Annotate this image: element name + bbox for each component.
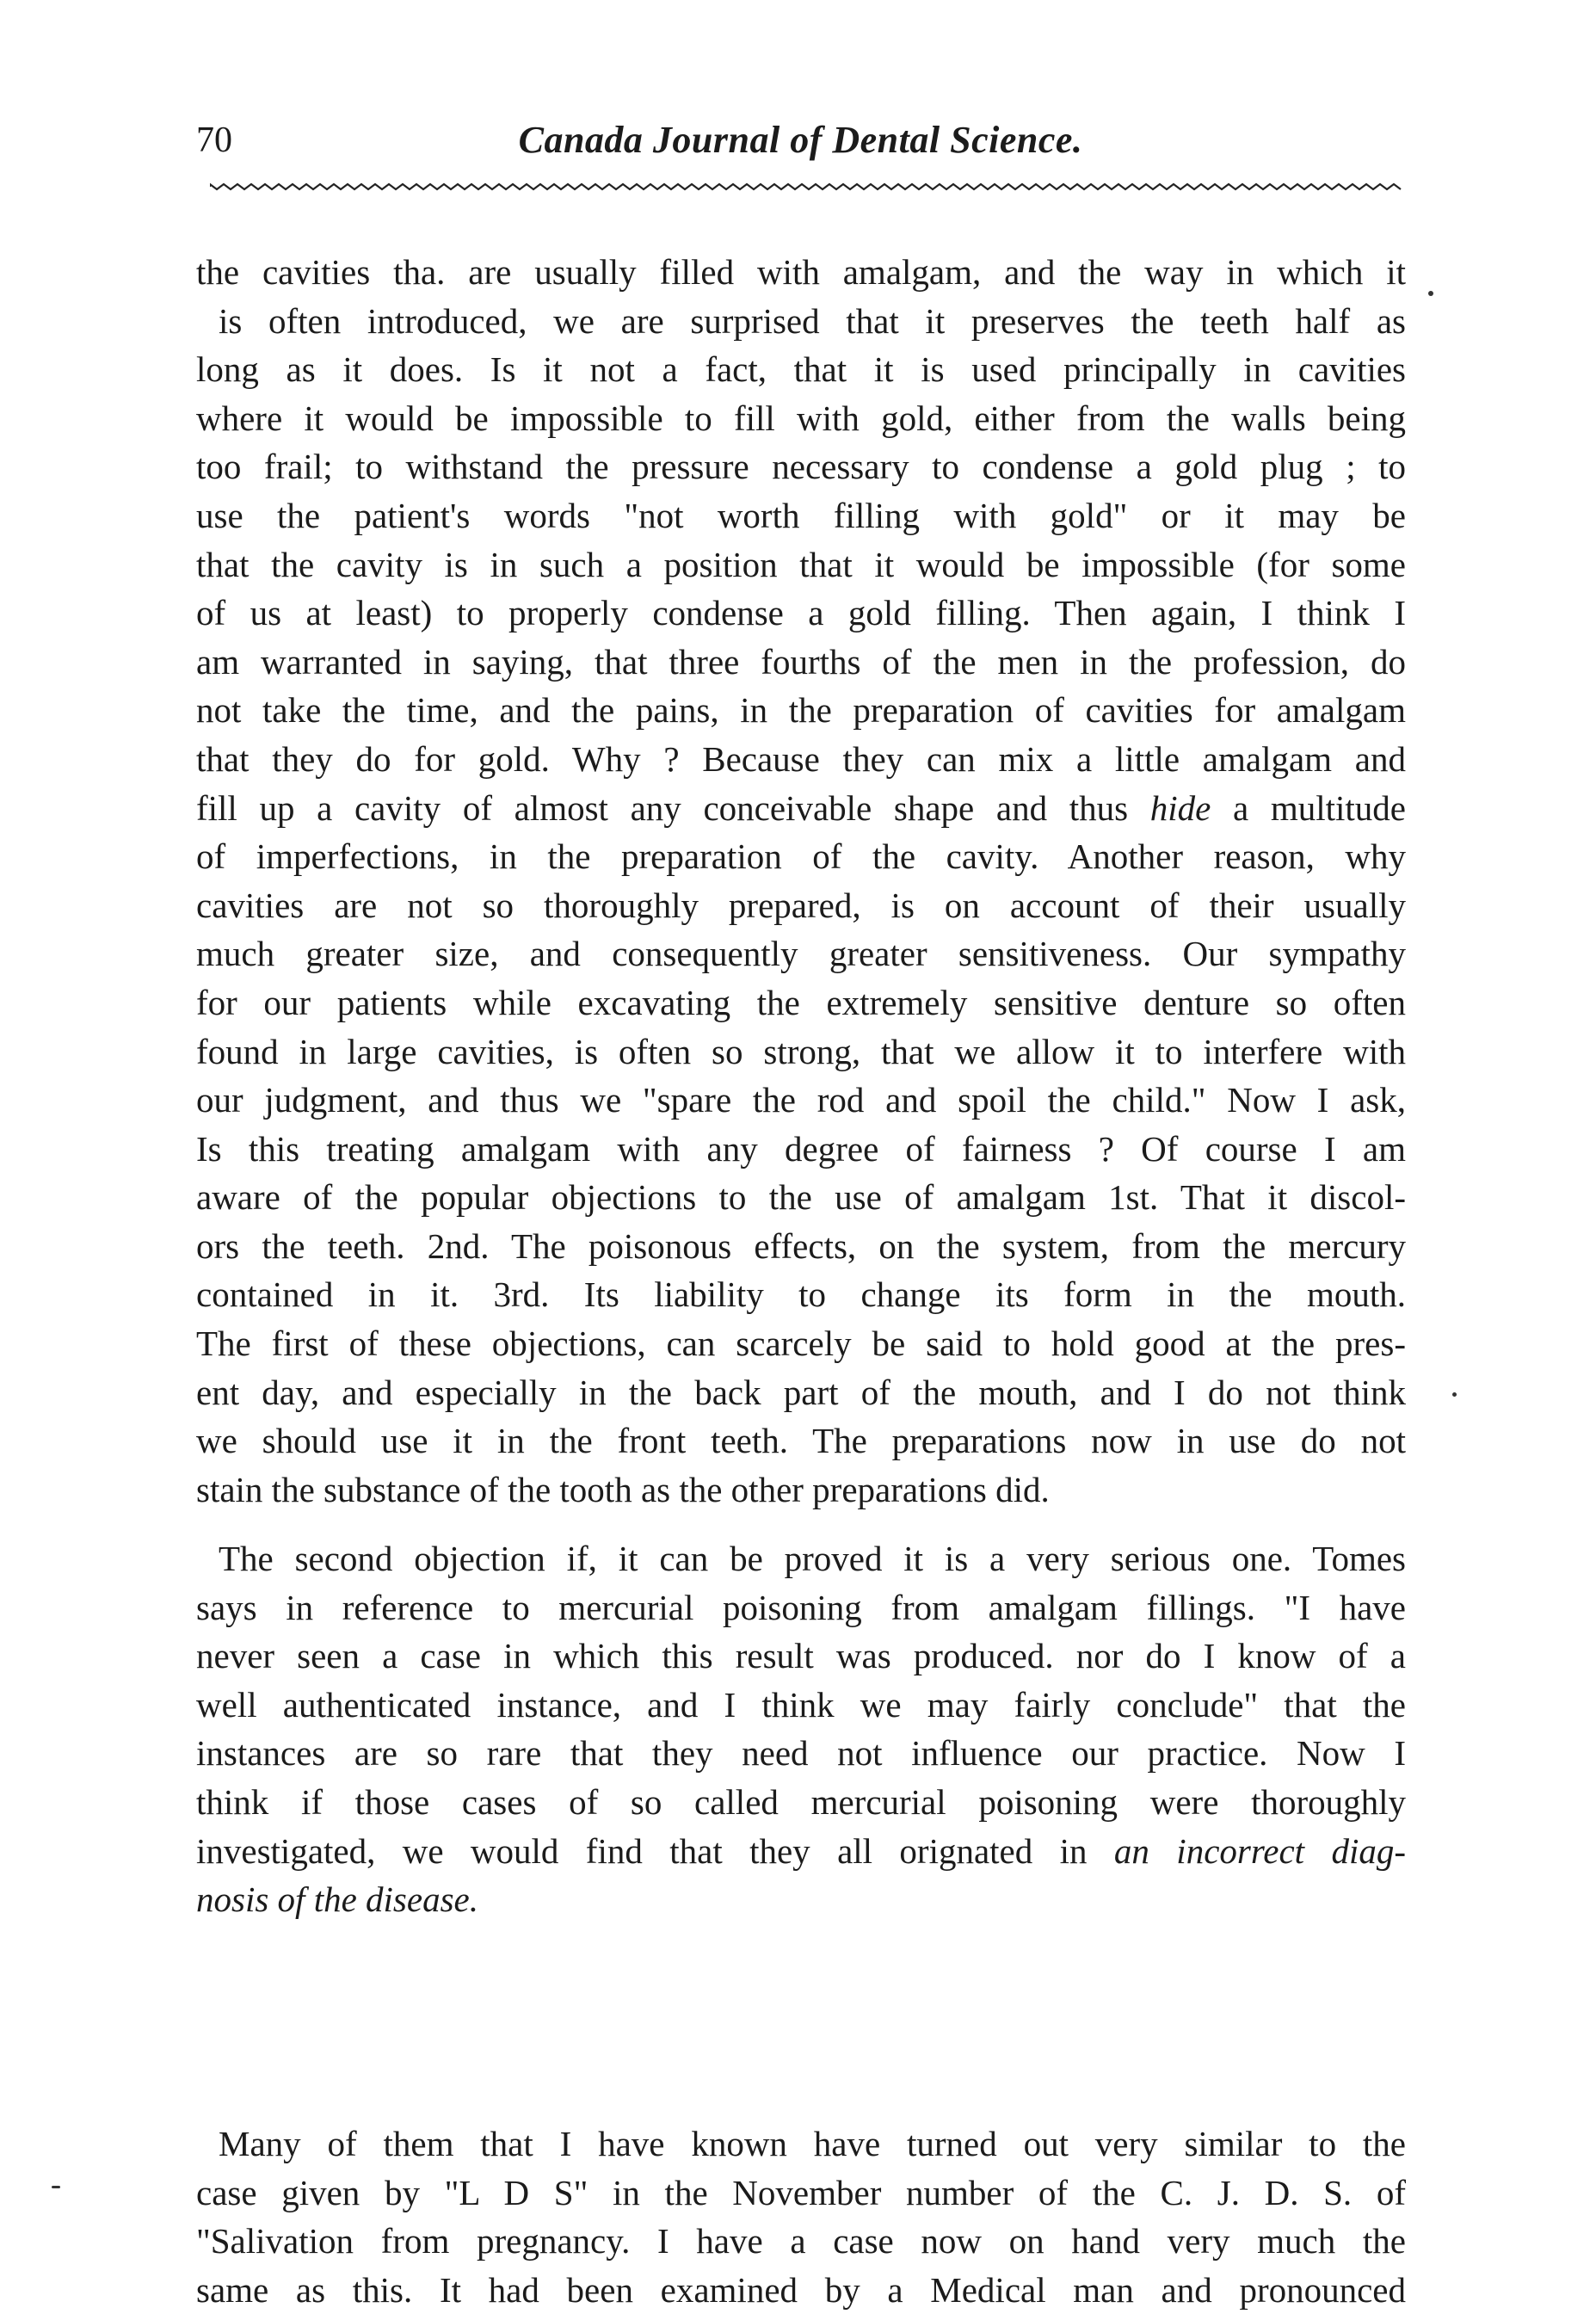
- text-line: not take the time, and the pains, in the preparation of cavities for amalgam: [196, 690, 1406, 731]
- text-line: we should use it in the front teeth. The preparations now in use do not: [196, 1421, 1406, 1461]
- text-line: instances are so rare that they need not influence our practice. Now I: [196, 1733, 1406, 1774]
- scan-speck: [1428, 291, 1433, 296]
- running-head: [196, 110, 1405, 170]
- text-line: says in reference to mercurial poisoning from amalgam fillings. "I have: [196, 1587, 1406, 1627]
- paragraph-3: [196, 2120, 1406, 2314]
- scan-speck: [1452, 1392, 1457, 1397]
- text-line: "Salivation from pregnancy. I have a case now on hand very much the: [196, 2221, 1406, 2262]
- text-line: well authenticated instance, and I think we may fairly conclude" that the: [196, 1684, 1406, 1725]
- text-line: cavities are not so thoroughly prepared, is on account of their usually: [196, 885, 1406, 925]
- paragraph-2: [196, 1534, 1406, 1924]
- text-line: aware of the popular objections to the use of amalgam 1st. That it discol-: [196, 1177, 1406, 1218]
- text-line: am warranted in saying, that three fourths of the men in the profession, do: [196, 641, 1406, 682]
- italic-word: hide: [1149, 787, 1211, 828]
- text-line: is often introduced, we are surprised that it preserves the teeth half as: [219, 300, 1406, 341]
- text-line: ent day, and especially in the back part of the mouth, and I do not think: [196, 1372, 1406, 1412]
- text-line: [196, 1875, 1406, 1924]
- text-line: Many of them that I have known have turned out very similar to the: [219, 2124, 1406, 2163]
- text-line: our judgment, and thus we "spare the rod and spoil the child." Now I ask,: [196, 1080, 1406, 1120]
- text-line: contained in it. 3rd. Its liability to change its form in the mouth.: [196, 1274, 1406, 1315]
- paragraph-1: [196, 248, 1406, 1514]
- text-line: Is this treating amalgam with any degree of fairness ? Of course I am: [196, 1128, 1406, 1169]
- text-line: that the cavity is in such a position that it would be impossible (for some: [196, 544, 1406, 584]
- text-line: long as it does. Is it not a fact, that it is used principally in cavities: [196, 349, 1406, 390]
- text-line: too frail; to withstand the pressure necessary to condense a gold plug ; to: [196, 447, 1406, 487]
- text-line: think if those cases of so called mercurial poisoning were thoroughly: [196, 1781, 1406, 1822]
- text-line: [196, 1827, 1406, 1876]
- text-line: much greater size, and consequently greater sensitiveness. Our sympathy: [196, 934, 1406, 974]
- scan-speck: [52, 2186, 60, 2188]
- text-line: use the patient's words "not worth filling with gold" or it may be: [196, 495, 1406, 535]
- text-before-italic: investigated, we would find that they all orignated in: [196, 1830, 1088, 1871]
- italic-phrase: an incorrect diag-: [1113, 1830, 1406, 1871]
- wavy-rule: [210, 181, 1406, 193]
- text-before-italic: fill up a cavity of almost any conceivable shape and thus: [196, 787, 1150, 828]
- text-line: of us at least) to properly condense a gold filling. Then again, I think I: [196, 593, 1406, 633]
- text-line: The first of these objections, can scarcely be said to hold good at the pres-: [196, 1324, 1406, 1364]
- text-line: The second objection if, it can be proved it is a very serious one. Tomes: [219, 1539, 1406, 1578]
- text-line: case given by "L D S" in the November number of the C. J. D. S. of: [196, 2172, 1406, 2212]
- text-line: fill up a cavity of almost any conceivable shape and thus hide a multitude: [196, 787, 1406, 828]
- text-line: that they do for gold. Why ? Because they can mix a little amalgam and: [196, 738, 1406, 779]
- text-line: for our patients while excavating the extremely sensitive denture so often: [196, 982, 1406, 1022]
- text-line: never seen a case in which this result was produced. nor do I know of a: [196, 1636, 1406, 1676]
- page-number: 70: [196, 120, 232, 160]
- text-line: the cavities tha. are usually filled with amalgam, and the way in which it: [196, 252, 1406, 292]
- text-line: same as this. It had been examined by a Medical man and pronounced: [196, 2269, 1406, 2310]
- text-line: ors the teeth. 2nd. The poisonous effects, on the system, from the mercury: [196, 1225, 1406, 1266]
- italic-phrase: nosis of the disease.: [196, 1879, 478, 1920]
- text-line: found in large cavities, is often so strong, that we allow it to interfere with: [196, 1031, 1406, 1071]
- text-line: stain the substance of the tooth as the other preparations did.: [196, 1469, 1050, 1509]
- text-line: of imperfections, in the preparation of the cavity. Another reason, why: [196, 836, 1406, 877]
- journal-title: Canada Journal of Dental Science.: [518, 119, 1083, 161]
- text-line: where it would be impossible to fill with gold, either from the walls being: [196, 398, 1406, 438]
